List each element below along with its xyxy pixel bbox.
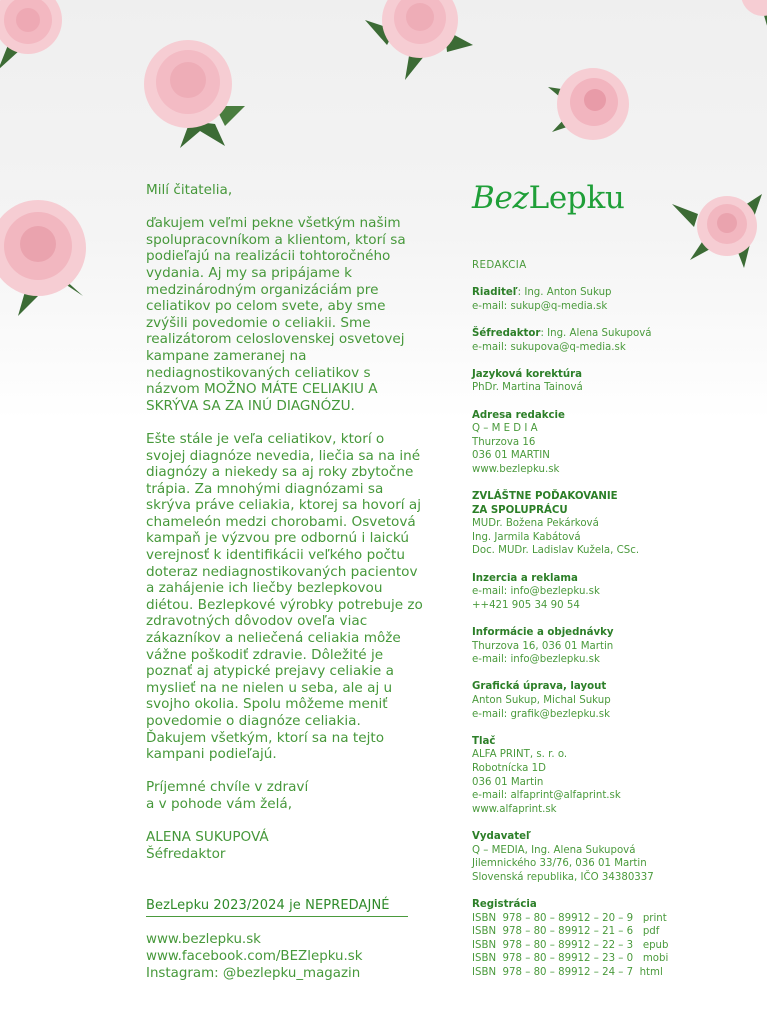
masthead-info <box>472 626 692 667</box>
podakovanie-line-1: MUDr. Božena Pekárková <box>472 518 599 530</box>
masthead-vydavatel <box>472 830 692 884</box>
masthead-podakovanie <box>472 490 692 558</box>
podakovanie-line-2: Ing. Jarmila Kabátová <box>472 531 581 543</box>
adresa-line-1: Q – M E D I A <box>472 423 538 435</box>
riaditel-name: : Ing. Anton Sukup <box>517 287 612 299</box>
masthead-riaditel <box>472 286 692 313</box>
isbn-mobi: ISBN 978 – 80 – 89912 – 23 – 0 mobi <box>472 953 669 965</box>
graficka-label: Grafická úprava, layout <box>472 681 607 693</box>
bezlepku-logo <box>472 180 625 216</box>
korektura-label: Jazyková korektúra <box>472 368 583 380</box>
graficka-line-1: Anton Sukup, Michal Sukup <box>472 695 611 706</box>
vydavatel-line-2: Jilemnického 33/76, 036 01 Martin <box>472 858 647 870</box>
adresa-line-4: www.bezlepku.sk <box>472 463 560 475</box>
isbn-epub: ISBN 978 – 80 – 89912 – 22 – 3 epub <box>472 939 669 951</box>
podakovanie-line-3: Doc. MUDr. Ladislav Kužela, CSc. <box>472 545 640 557</box>
letter-greeting: Milí čitatelia, <box>146 182 233 198</box>
tlac-line-3: 036 01 Martin <box>472 776 544 788</box>
letter-paragraph-2: Ešte stále je veľa celiatikov, ktorí o svojej diagnóze nevedia, liečia sa na iné diagnózy a niekedy sa aj roky zbytočne trápia. Za mnohými diagnózami sa skrýva práve celiakia, ktorej sa hovorí aj chameleón medzi chorobami. Osvetová kampaň je výzvou pre odbornú i laickú verejnosť k identifikácii veľkého počtu doteraz nediagnostikovaných pacientov a zahájenie ich liečby bezlepkovou diétou. Bezlepkové výrobky potrebuje zo zdravotných dôvodov oveľa viac zákazníkov a neliečená celiakia môže vážne poškodiť zdravie. Dôležité je poznať aj atypické prejavy celiakie a myslieť na ne nielen u seba, ale aj u svojho okolia. Spolu môžeme meniť povedomie o diagnóze celiakia. Ďakujem všetkým, ktorí sa na tejto kampani podieľajú. <box>146 430 423 763</box>
adresa-line-2: Thurzova 16 <box>472 436 536 448</box>
rose-left-middle <box>0 196 98 321</box>
masthead-sefredaktor <box>472 327 692 354</box>
masthead-adresa <box>472 409 692 477</box>
isbn-html: ISBN 978 – 80 – 89912 – 24 – 7 html <box>472 966 663 978</box>
tlac-line-5: www.alfaprint.sk <box>472 803 557 815</box>
isbn-pdf: ISBN 978 – 80 – 89912 – 21 – 6 pdf <box>472 926 660 938</box>
rose-top-left <box>0 0 70 90</box>
tlac-line-2: Robotnícka 1D <box>472 762 546 774</box>
podakovanie-label-1: ZVLÁŠTNE POĎAKOVANIE <box>472 491 618 503</box>
inzercia-line-2: ++421 905 34 90 54 <box>472 599 580 611</box>
letter-closing-line-2: a v pohode vám želá, <box>146 795 293 812</box>
masthead-registracia <box>472 898 692 980</box>
logo-part-bez: Bez <box>472 180 529 216</box>
vydavatel-line-1: Q – MEDIA, Ing. Alena Sukupová <box>472 844 636 856</box>
sefredaktor-name: : Ing. Alena Sukupová <box>540 327 652 339</box>
sefredaktor-label: Šéfredaktor <box>472 327 541 339</box>
web-link[interactable]: www.bezlepku.sk <box>146 932 261 947</box>
tlac-line-1: ALFA PRINT, s. r. o. <box>472 749 568 761</box>
adresa-line-3: 036 01 MARTIN <box>472 450 550 462</box>
info-line-2: e-mail: info@bezlepku.sk <box>472 654 600 666</box>
info-label: Informácie a objednávky <box>472 627 614 639</box>
masthead-inzercia <box>472 572 692 613</box>
logo-part-lepku: Lepku <box>528 180 625 216</box>
letter-signature <box>146 829 424 862</box>
riaditel-label: Riaditeľ <box>472 287 518 299</box>
sefredaktor-email: e-mail: sukupova@q-media.sk <box>472 341 626 353</box>
rose-upper-center <box>140 36 250 151</box>
registracia-label: Registrácia <box>472 898 537 910</box>
graficka-line-2: e-mail: grafik@bezlepku.sk <box>472 708 610 720</box>
masthead-tlac <box>472 735 692 817</box>
tlac-line-4: e-mail: alfaprint@alfaprint.sk <box>472 790 621 802</box>
inzercia-line-1: e-mail: info@bezlepku.sk <box>472 586 600 598</box>
instagram-link[interactable]: Instagram: @bezlepku_magazin <box>146 965 361 981</box>
rose-top-center-right <box>365 0 475 85</box>
letter-closing-line-1: Príjemné chvíle v zdraví <box>146 779 309 796</box>
riaditel-email: e-mail: sukup@q-media.sk <box>472 300 608 312</box>
isbn-print: ISBN 978 – 80 – 89912 – 20 – 9 print <box>472 912 667 924</box>
signature-name: ALENA SUKUPOVÁ <box>146 829 269 846</box>
adresa-label: Adresa redakcie <box>472 409 565 421</box>
letter-paragraph-1: ďakujem veľmi pekne všetkým našim spolupracovníkom a klientom, ktorí sa podieľajú na realizácii tohtoročného vydania. Aj my sa pripájame k medzinárodným organizáciám pre celiatikov po celom svete, aby sme zvýšili povedomie o celiakii. Sme realizátorom celoslovenskej osvetovej kampane zameranej na nediagnostikovaných celiatikov s názvom MOŽNO MÁTE CELIAKIU A SKRÝVA SA ZA INÚ DIAGNÓZU. <box>146 215 406 414</box>
vydavatel-label: Vydavateľ <box>472 830 531 842</box>
facebook-link[interactable]: www.facebook.com/BEZlepku.sk <box>146 948 363 964</box>
podakovanie-label-2: ZA SPOLUPRÁCU <box>472 504 568 516</box>
masthead-korektura <box>472 368 692 395</box>
info-line-1: Thurzova 16, 036 01 Martin <box>472 640 614 652</box>
vydavatel-line-3: Slovenská republika, IČO 34380337 <box>472 871 654 883</box>
masthead-title: REDAKCIA <box>472 260 527 271</box>
signature-role: Šéfredaktor <box>146 845 226 862</box>
inzercia-label: Inzercia a reklama <box>472 572 578 584</box>
rose-upper-right <box>548 62 638 147</box>
editor-letter <box>146 182 424 879</box>
not-for-sale-notice: BezLepku 2023/2024 je NEPREDAJNÉ <box>146 898 408 917</box>
tlac-label: Tlač <box>472 735 496 747</box>
letter-closing <box>146 779 424 812</box>
rose-top-right-corner <box>738 0 767 34</box>
contact-links <box>146 932 436 982</box>
masthead-graficka <box>472 680 692 721</box>
masthead <box>472 259 692 993</box>
korektura-name: PhDr. Martina Tainová <box>472 382 583 394</box>
